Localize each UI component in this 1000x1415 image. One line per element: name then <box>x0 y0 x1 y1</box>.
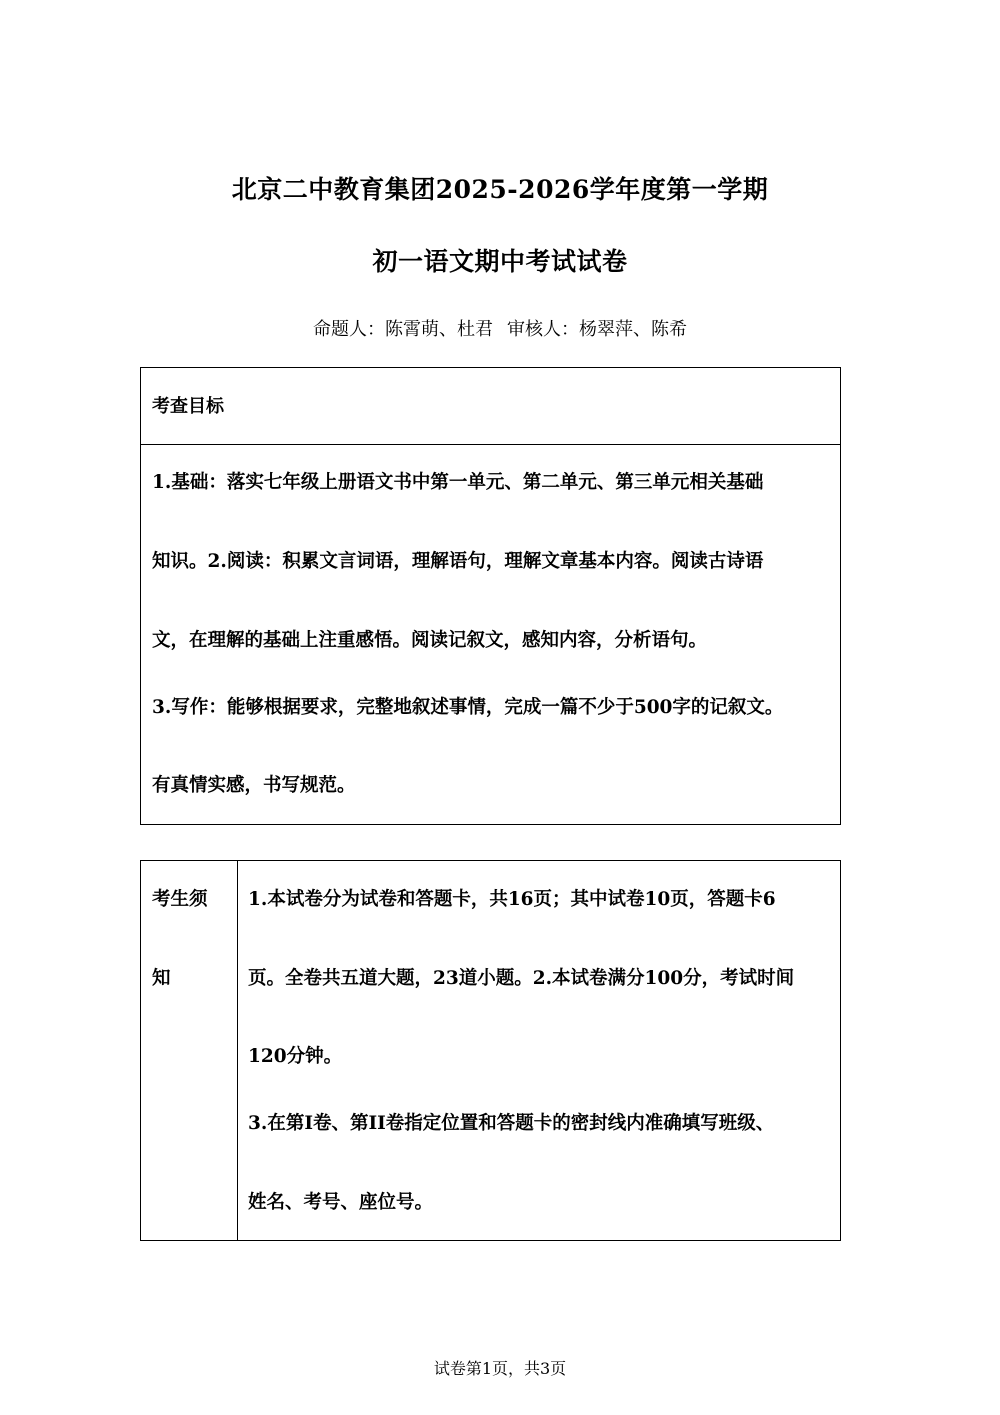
proposer-text: 命题人：陈霄萌、杜君 <box>313 319 493 340</box>
goals-line: 3.写作：能够根据要求，完整地叙述事情，完成一篇不少于500字的记叙文。 <box>152 697 784 718</box>
exam-goals-table <box>140 367 841 825</box>
goals-header-label: 考查目标 <box>152 396 224 417</box>
page-footer: 试卷第1页，共3页 <box>433 1359 567 1378</box>
goals-line: 文，在理解的基础上注重感悟。阅读记叙文，感知内容，分析语句。 <box>152 630 708 651</box>
notice-label-cell <box>141 861 238 1240</box>
goals-line: 知识。2.阅读：积累文言词语，理解语句，理解文章基本内容。阅读古诗语 <box>152 551 764 572</box>
notice-label-line: 考生须 <box>152 889 208 910</box>
notice-line: 3.在第I卷、第II卷指定位置和答题卡的密封线内准确填写班级、 <box>248 1113 775 1134</box>
authors-line <box>0 315 1000 341</box>
goals-header-cell <box>141 368 840 445</box>
goals-line: 1.基础：落实七年级上册语文书中第一单元、第二单元、第三单元相关基础 <box>152 472 764 493</box>
notice-line: 姓名、考号、座位号。 <box>248 1192 434 1213</box>
exam-subtitle: 初一语文期中考试试卷 <box>372 247 628 276</box>
exam-notice-table <box>140 860 841 1241</box>
notice-line: 页。全卷共五道大题，23道小题。2.本试卷满分100分，考试时间 <box>248 968 795 989</box>
exam-title: 北京二中教育集团2025-2026学年度第一学期 <box>231 175 769 204</box>
goals-line: 有真情实感，书写规范。 <box>152 775 356 796</box>
reviewer-text: 审核人：杨翠萍、陈希 <box>507 319 687 340</box>
notice-line: 120分钟。 <box>248 1046 343 1067</box>
notice-line: 1.本试卷分为试卷和答题卡，共16页；其中试卷10页，答题卡6 <box>248 889 776 910</box>
notice-label-line: 知 <box>152 968 171 989</box>
